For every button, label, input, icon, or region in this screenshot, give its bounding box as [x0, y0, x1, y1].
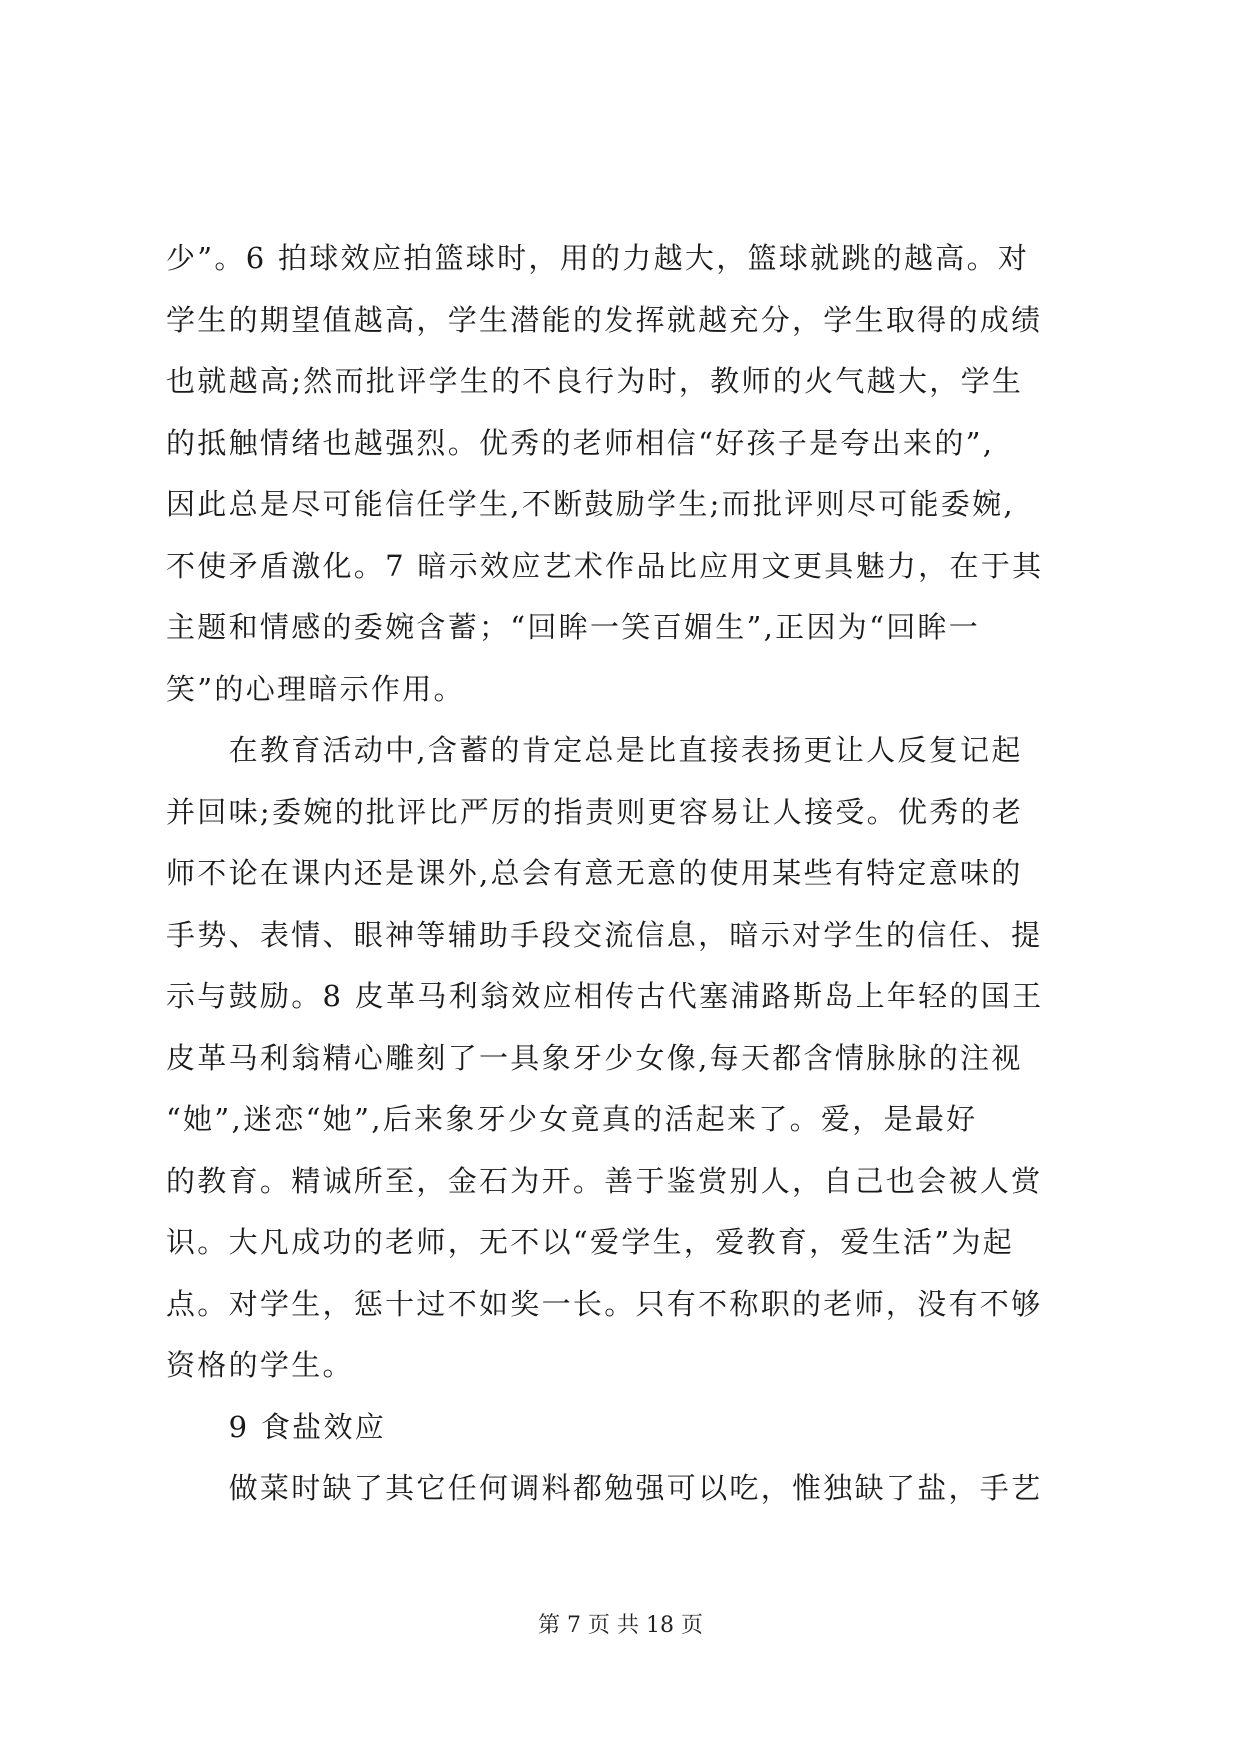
text-line: 做菜时缺了其它任何调料都勉强可以吃，惟独缺了盐，手艺	[166, 1471, 1043, 1505]
text-line: 学生的期望值越高，学生潜能的发挥就越充分，学生取得的成绩	[166, 302, 1043, 337]
text-line: 也就越高;然而批评学生的不良行为时，教师的火气越大，学生	[166, 364, 1024, 398]
text-line: 的教育。精诚所至，金石为开。善于鉴赏别人，自己也会被人赏	[166, 1163, 1043, 1198]
text-line: 少”。6 拍球效应拍篮球时，用的力越大，篮球就跳的越高。对	[166, 241, 1030, 275]
text-line: 笑”的心理暗示作用。	[166, 671, 465, 706]
text-line: 识。大凡成功的老师，无不以“爱学生，爱教育，爱生活”为起	[166, 1225, 1015, 1259]
section-heading: 9 食盐效应	[166, 1409, 387, 1444]
text-line: 并回味;委婉的批评比严厉的指责则更容易让人接受。优秀的老	[166, 794, 1024, 829]
text-line: 因此总是尽可能信任学生,不断鼓励学生;而批评则尽可能委婉,	[166, 487, 1015, 521]
text-line: 资格的学生。	[166, 1348, 354, 1382]
text-line: 师不论在课内还是课外,总会有意无意的使用某些有特定意味的	[166, 856, 1023, 890]
text-line: 不使矛盾激化。7 暗示效应艺术作品比应用文更具魅力，在于其	[166, 548, 1044, 583]
text-line: 在教育活动中,含蓄的肯定总是比直接表扬更让人反复记起	[166, 733, 1023, 767]
text-line: “她”,迷恋“她”,后来象牙少女竟真的活起来了。爱，是最好	[166, 1102, 978, 1136]
body-text	[166, 228, 1078, 1520]
text-line: 示与鼓励。8 皮革马利翁效应相传古代塞浦路斯岛上年轻的国王	[166, 979, 1044, 1013]
text-line: 手势、表情、眼神等辅助手段交流信息，暗示对学生的信任、提	[166, 917, 1043, 952]
page-number-footer: 第 7 页 共 18 页	[538, 1613, 703, 1638]
text-line: 主题和情感的委婉含蓄；“回眸一笑百媚生”,正因为“回眸一	[166, 610, 981, 644]
text-line: 的抵触情绪也越强烈。优秀的老师相信“好孩子是夸出来的”,	[166, 425, 995, 460]
text-line: 皮革马利翁精心雕刻了一具象牙少女像,每天都含情脉脉的注视	[166, 1040, 1023, 1075]
text-line: 点。对学生，惩十过不如奖一长。只有不称职的老师，没有不够	[166, 1286, 1043, 1321]
